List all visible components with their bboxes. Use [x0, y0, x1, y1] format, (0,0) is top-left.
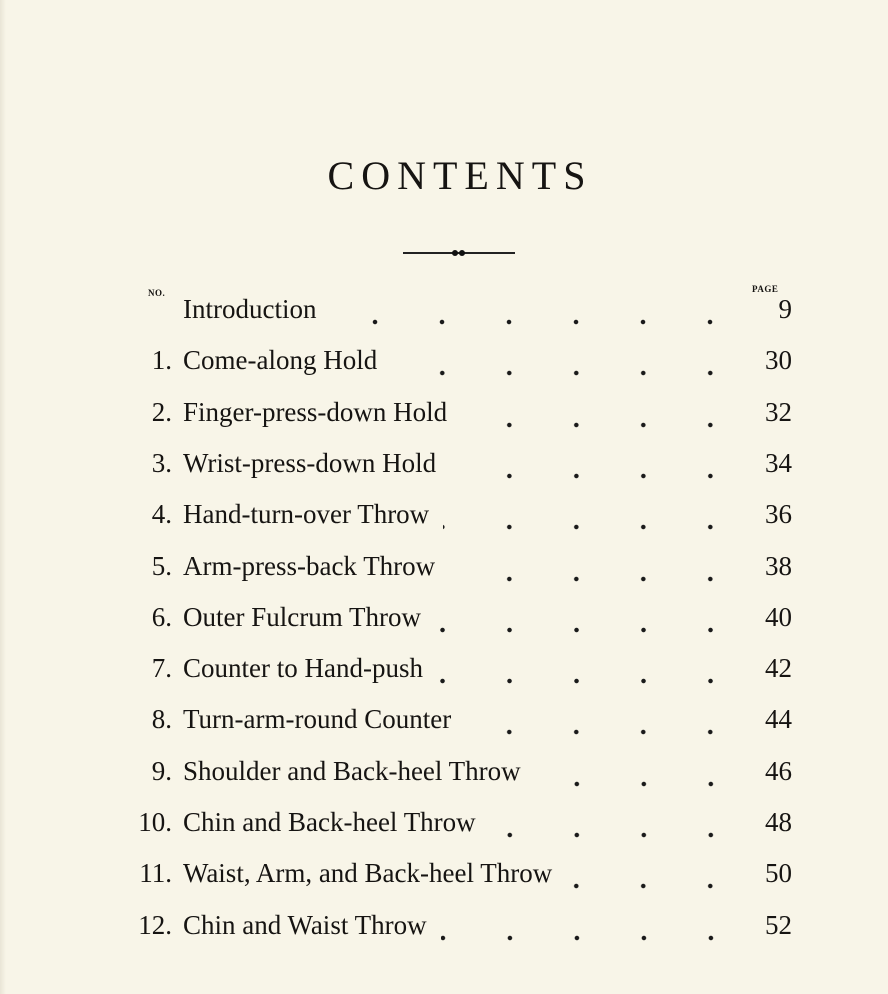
entry-number: 10.: [138, 807, 172, 837]
entry-title: Come-along Hold: [183, 345, 378, 376]
entry-title: Introduction: [183, 294, 317, 324]
ornament-dot: [459, 250, 465, 256]
entry-page: 52: [765, 909, 792, 940]
toc-entry: [120, 345, 792, 385]
toc-entry: [120, 499, 792, 539]
entry-number: 6.: [151, 601, 172, 632]
entry-page: 30: [765, 345, 792, 376]
entry-title: Wrist-press-down Hold: [183, 447, 437, 478]
entry-page: 42: [765, 653, 792, 684]
entry-page: 38: [765, 550, 792, 581]
ornament-divider: [403, 250, 515, 256]
dot-leader: [330, 319, 744, 325]
entry-number: 5.: [151, 550, 172, 581]
toc-entry: [120, 602, 792, 642]
entry-number: 2.: [151, 396, 172, 427]
entry-page: 44: [765, 704, 792, 735]
dot-leader: [437, 678, 744, 684]
dot-leader: [465, 729, 744, 735]
dot-leader: [443, 524, 744, 530]
dot-leader: [535, 781, 744, 787]
entry-title: Finger-press-down Hold: [183, 396, 448, 427]
toc-entry: [120, 704, 792, 744]
toc-entry: [120, 807, 792, 847]
toc-entry: [120, 858, 792, 898]
entry-title: Hand-turn-over Throw: [183, 499, 430, 530]
dot-leader: [490, 832, 744, 838]
entry-title: Counter to Hand-push: [183, 653, 423, 684]
entry-title: Chin and Back-heel Throw: [183, 807, 476, 837]
entry-number: 7.: [151, 653, 172, 684]
dot-leader: [391, 370, 744, 376]
entry-title: Outer Fulcrum Throw: [183, 601, 421, 632]
entry-number: 4.: [151, 499, 172, 530]
entry-page: 46: [765, 755, 792, 786]
entry-title: Chin and Waist Throw: [183, 909, 427, 940]
dot-leader: [450, 473, 744, 479]
column-header-page: PAGE: [752, 284, 779, 294]
toc-entry: [120, 551, 792, 591]
page-title: CONTENTS: [327, 153, 593, 198]
dot-leader: [449, 576, 744, 582]
entry-page: 9: [778, 294, 792, 324]
entry-page: 34: [765, 447, 792, 478]
dot-leader: [461, 422, 744, 428]
entry-title: Turn-arm-round Counter: [183, 704, 452, 735]
entry-number: 8.: [151, 704, 172, 735]
entry-number: 12.: [138, 909, 172, 940]
entry-number: 9.: [151, 755, 172, 786]
entry-page: 48: [765, 807, 792, 837]
entry-page: 50: [765, 858, 792, 889]
entry-number: 3.: [151, 447, 172, 478]
ornament-dot: [452, 250, 458, 256]
entry-title: Shoulder and Back-heel Throw: [183, 755, 521, 786]
toc-entry: [120, 756, 792, 796]
page-edge: [0, 0, 6, 994]
entry-number: 11.: [139, 858, 172, 889]
column-header-number: NO.: [148, 288, 166, 298]
dot-leader: [566, 883, 744, 889]
dot-leader: [441, 935, 744, 941]
entry-number: 1.: [151, 345, 172, 376]
toc-entry: [120, 294, 792, 334]
toc-entry: [120, 448, 792, 488]
entry-page: 40: [765, 601, 792, 632]
entry-title: Arm-press-back Throw: [183, 550, 436, 581]
entry-page: 36: [765, 499, 792, 530]
toc-entry: [120, 653, 792, 693]
entry-title: Waist, Arm, and Back-heel Throw: [183, 858, 553, 889]
dot-leader: [435, 627, 744, 633]
entry-page: 32: [765, 396, 792, 427]
toc-entry: [120, 910, 792, 950]
toc-entry: [120, 397, 792, 437]
